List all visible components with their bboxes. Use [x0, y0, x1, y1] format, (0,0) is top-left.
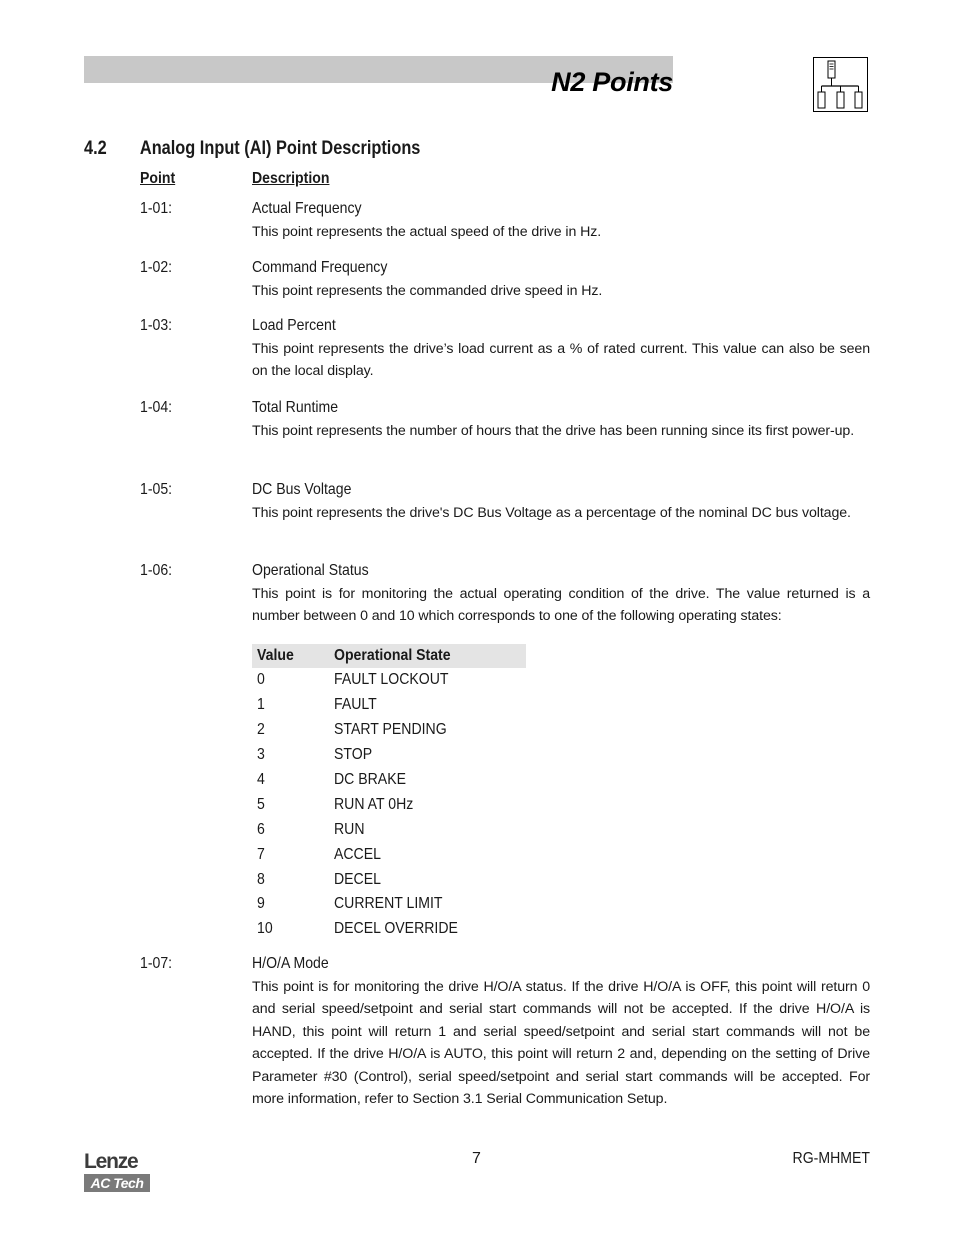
table-cell: 5: [257, 795, 265, 813]
point-name: Operational Status: [252, 562, 369, 579]
point-name: Total Runtime: [252, 399, 339, 416]
table-header-row: [252, 644, 526, 668]
point-description: This point represents the commanded drive speed in Hz.: [252, 282, 603, 299]
table-cell: 6: [257, 820, 265, 838]
page-title: N2 Points: [551, 67, 673, 97]
table-cell: 2: [257, 721, 265, 739]
point-code: 1-01:: [140, 200, 173, 217]
network-icon: [813, 57, 868, 112]
table-cell: FAULT LOCKOUT: [334, 671, 449, 689]
table-cell: DECEL OVERRIDE: [334, 920, 458, 938]
table-cell: ACCEL: [334, 845, 381, 863]
table-row: [252, 668, 526, 693]
column-header-description: Description: [252, 170, 330, 187]
page-number: 7: [472, 1150, 481, 1167]
point-code: 1-04:: [140, 399, 173, 416]
table-header-state: Operational State: [329, 644, 526, 668]
table-cell: 7: [257, 845, 265, 863]
logo-lenze-text: Lenze: [84, 1150, 138, 1173]
point-description: This point represents the drive’s load current as a % of rated current. This value can also be seen on the local display.: [252, 340, 870, 379]
logo-actech-text: AC Tech: [84, 1174, 150, 1192]
point-name: DC Bus Voltage: [252, 481, 352, 498]
table-row: [252, 718, 526, 743]
table-cell: 0: [257, 671, 265, 689]
point-code: 1-07:: [140, 955, 173, 972]
point-code: 1-06:: [140, 562, 173, 579]
table-row: [252, 867, 526, 892]
table-cell: 10: [257, 920, 273, 938]
point-description: This point represents the actual speed of the drive in Hz.: [252, 223, 602, 240]
point-description: This point represents the number of hours that the drive has been running since its first power-up.: [252, 422, 855, 439]
lenze-actech-logo: [84, 1152, 150, 1192]
point-code: 1-03:: [140, 317, 173, 334]
table-cell: 4: [257, 771, 265, 788]
table-row: [252, 792, 526, 817]
table-cell: 1: [257, 696, 265, 714]
point-name: Load Percent: [252, 317, 336, 334]
table-cell: 9: [257, 895, 265, 913]
point-code: 1-05:: [140, 481, 173, 498]
document-code: RG-MHMET: [792, 1150, 870, 1167]
table-cell: DECEL: [334, 870, 381, 888]
table-row: [252, 892, 526, 917]
point-description: This point is for monitoring the actual operating condition of the drive. The value returned is a number between 0 and 10 which corresponds to one of the following operating states:: [252, 585, 870, 624]
table-cell: 3: [257, 746, 265, 764]
table-row: [252, 768, 526, 793]
table-cell: RUN AT 0Hz: [334, 795, 414, 813]
table-row: [252, 693, 526, 718]
point-name: H/O/A Mode: [252, 955, 329, 972]
point-name: Command Frequency: [252, 259, 388, 276]
table-cell: DC BRAKE: [334, 771, 406, 788]
table-cell: CURRENT LIMIT: [334, 895, 443, 913]
point-description: This point represents the drive's DC Bus Voltage as a percentage of the nominal DC bus voltage.: [252, 504, 851, 521]
section-number: 4.2: [84, 138, 107, 159]
table-cell: STOP: [334, 746, 373, 764]
table-header-value: Value: [252, 644, 329, 668]
point-description: This point is for monitoring the drive H/O/A status. If the drive H/O/A is OFF, this point will return 0 and serial speed/setpoint and serial start commands will not be accepted. If the drive H/O/A is HAND, this point will return 1 and serial speed/setpoint and serial start commands will not be accepted. If the drive H/O/A is AUTO, this point will return 2 and, depending on the setting of Drive Parameter #30 (Control), serial speed/setpoint and serial start commands will be accepted. For more information, refer to Section 3.1 Serial Communication Setup.: [252, 978, 870, 1107]
table-row: [252, 743, 526, 768]
operational-state-table: [252, 644, 526, 942]
table-row: [252, 817, 526, 842]
table-cell: START PENDING: [334, 721, 447, 739]
table-row: [252, 917, 526, 942]
section-heading: [84, 138, 420, 160]
table-row: [252, 842, 526, 867]
section-title: Analog Input (AI) Point Descriptions: [139, 138, 421, 159]
table-cell: FAULT: [334, 696, 377, 714]
column-header-point: Point: [140, 170, 176, 187]
table-cell: 8: [257, 870, 265, 888]
table-cell: RUN: [334, 820, 365, 838]
point-code: 1-02:: [140, 259, 173, 276]
point-name: Actual Frequency: [252, 200, 362, 217]
